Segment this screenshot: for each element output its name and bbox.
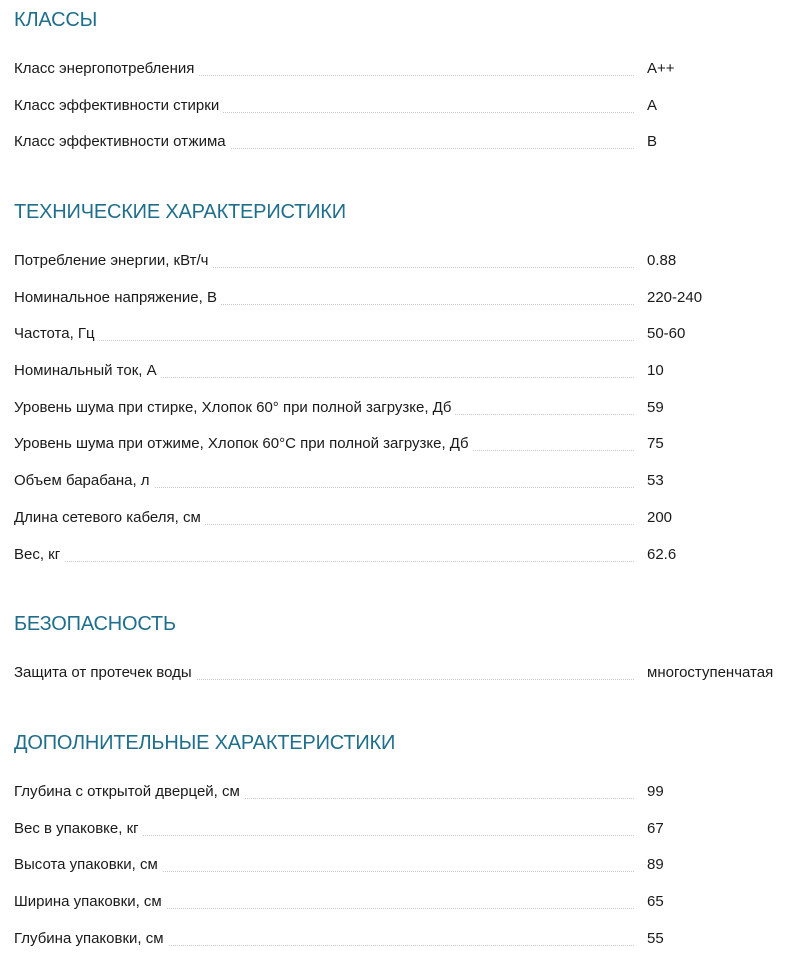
spec-label: Высота упаковки, см xyxy=(14,856,162,874)
dotted-leader xyxy=(14,561,634,562)
section-title: КЛАССЫ xyxy=(14,9,98,31)
spec-value: 53 xyxy=(647,472,664,490)
spec-row xyxy=(14,930,791,967)
spec-value: 10 xyxy=(647,362,664,380)
spec-label: Объем барабана, л xyxy=(14,472,154,490)
spec-value: 67 xyxy=(647,819,664,837)
spec-row xyxy=(14,133,791,170)
spec-list xyxy=(14,664,791,701)
spec-label: Вес в упаковке, кг xyxy=(14,820,143,838)
spec-value: 0.88 xyxy=(647,252,677,269)
spec-label: Частота, Гц xyxy=(14,325,99,343)
spec-row xyxy=(14,783,791,820)
spec-label: Номинальное напряжение, В xyxy=(14,289,221,307)
spec-list xyxy=(14,252,791,582)
spec-row xyxy=(14,325,791,362)
spec-value: 200 xyxy=(647,508,673,526)
spec-row xyxy=(14,252,791,289)
spec-label: Уровень шума при стирке, Хлопок 60° при полной загрузке, Дб xyxy=(14,399,455,417)
spec-value: 55 xyxy=(647,929,664,947)
spec-row xyxy=(14,820,791,857)
section-classes xyxy=(14,8,791,170)
spec-value: 62.6 xyxy=(647,545,677,563)
spec-label: Защита от протечек воды xyxy=(14,664,196,682)
spec-label: Ширина упаковки, см xyxy=(14,893,166,911)
spec-row xyxy=(14,472,791,509)
spec-label: Длина сетевого кабеля, см xyxy=(14,509,205,527)
spec-value: 59 xyxy=(647,398,664,416)
section-title: ТЕХНИЧЕСКИЕ ХАРАКТЕРИСТИКИ xyxy=(14,201,346,223)
spec-value: 65 xyxy=(647,893,664,911)
spec-row xyxy=(14,856,791,893)
spec-label: Номинальный ток, А xyxy=(14,362,161,380)
spec-label: Класс энергопотребления xyxy=(14,60,198,78)
spec-label: Вес, кг xyxy=(14,546,64,564)
section-title: БЕЗОПАСНОСТЬ xyxy=(14,613,176,635)
spec-row xyxy=(14,362,791,399)
spec-label: Глубина с открытой дверцей, см xyxy=(14,783,244,801)
section-safety xyxy=(14,612,791,701)
spec-row xyxy=(14,546,791,583)
spec-label: Уровень шума при отжиме, Хлопок 60°С при полной загрузке, Дб xyxy=(14,435,473,453)
spec-row xyxy=(14,97,791,134)
section-title: ДОПОЛНИТЕЛЬНЫЕ ХАРАКТЕРИСТИКИ xyxy=(14,732,396,754)
spec-list xyxy=(14,783,791,966)
spec-label: Класс эффективности стирки xyxy=(14,97,223,115)
spec-value: B xyxy=(647,133,658,151)
spec-value: многоступенчатая xyxy=(647,664,774,681)
section-technical xyxy=(14,200,791,582)
spec-value: A++ xyxy=(647,60,675,77)
spec-value: 75 xyxy=(647,435,664,453)
spec-value: 50-60 xyxy=(647,325,686,343)
spec-value: 220-240 xyxy=(647,288,703,306)
spec-label: Глубина упаковки, см xyxy=(14,930,168,948)
spec-row xyxy=(14,509,791,546)
spec-value: 89 xyxy=(647,856,664,874)
spec-row xyxy=(14,435,791,472)
dotted-leader xyxy=(14,340,634,341)
spec-list xyxy=(14,60,791,170)
spec-row xyxy=(14,664,791,701)
section-additional xyxy=(14,731,791,966)
spec-row xyxy=(14,893,791,930)
spec-row xyxy=(14,399,791,436)
spec-row xyxy=(14,289,791,326)
spec-value: 99 xyxy=(647,783,664,800)
spec-value: A xyxy=(647,96,658,114)
spec-label: Потребление энергии, кВт/ч xyxy=(14,252,212,270)
spec-row xyxy=(14,60,791,97)
spec-label: Класс эффективности отжима xyxy=(14,133,230,151)
